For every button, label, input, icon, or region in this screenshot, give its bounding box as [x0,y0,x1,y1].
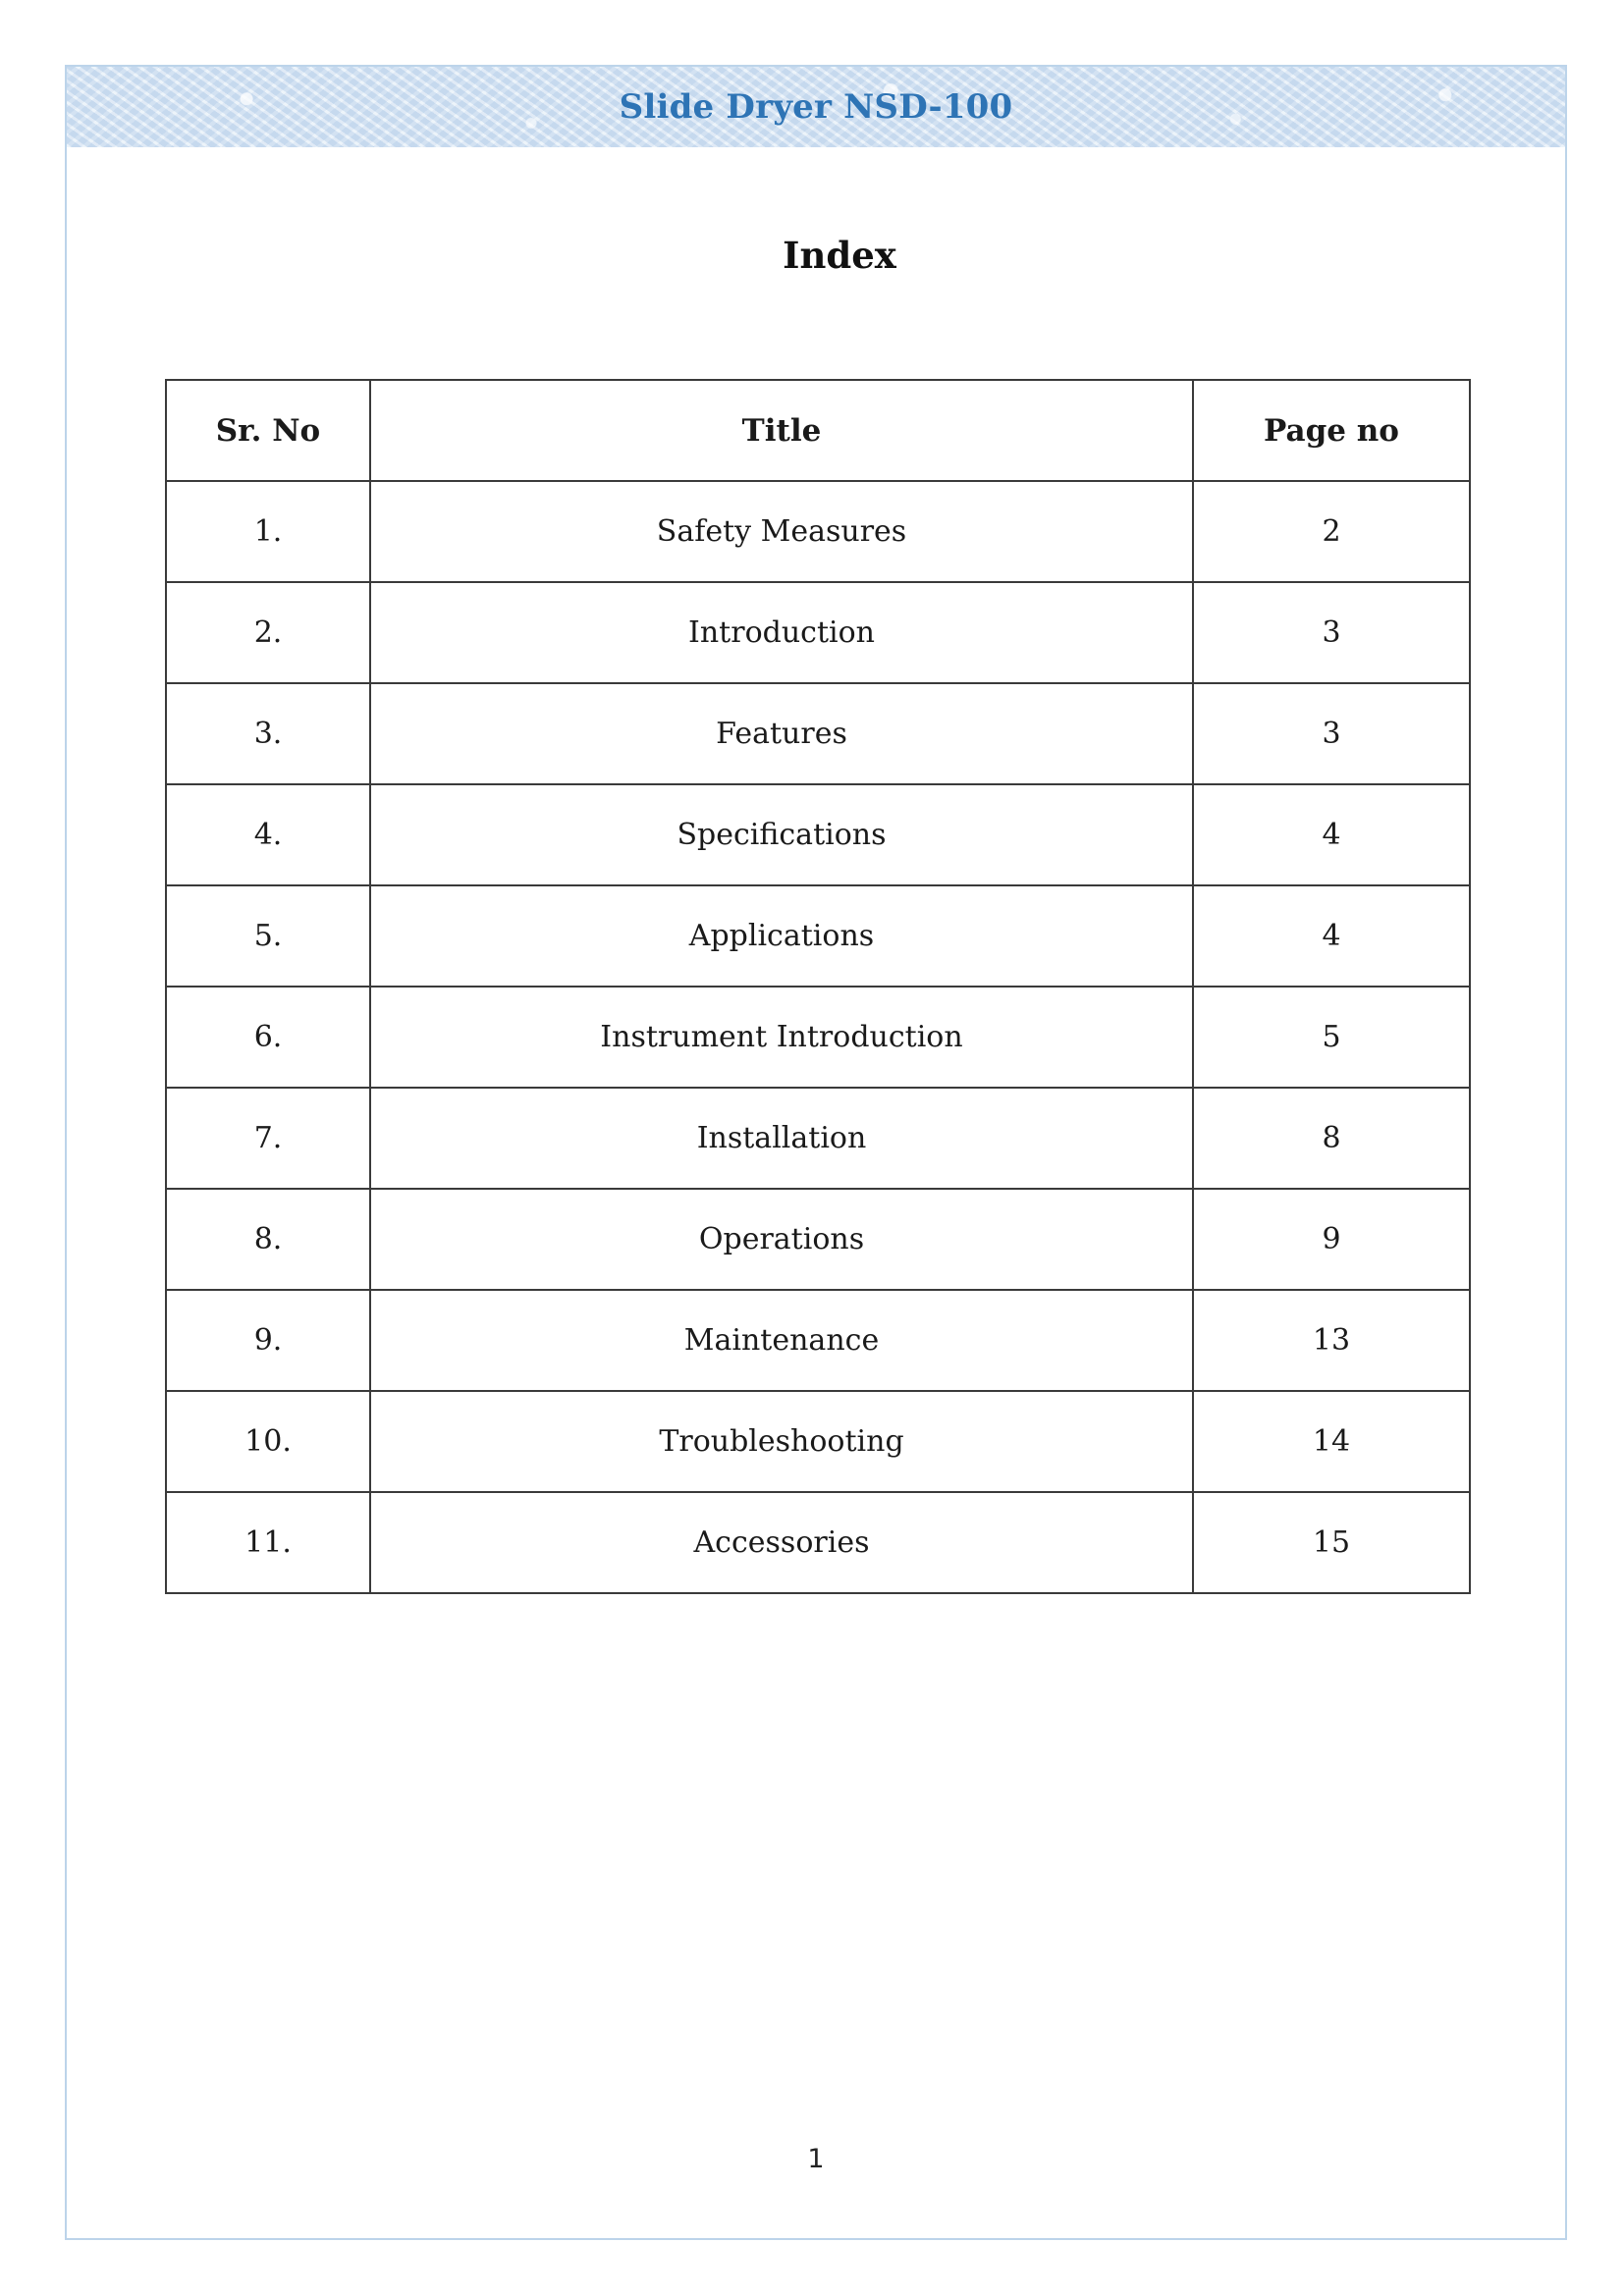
sr-no-cell: 6. [166,987,370,1088]
table-row [166,481,1470,582]
index-heading: Index [783,234,896,277]
table-row [166,1189,1470,1290]
page-no-cell: 2 [1193,481,1470,582]
sr-no-cell: 7. [166,1088,370,1189]
section-title-cell: Features [370,683,1193,784]
sr-no-cell: 3. [166,683,370,784]
section-title-cell: Maintenance [370,1290,1193,1391]
page-no-cell: 3 [1193,582,1470,683]
section-title-cell: Safety Measures [370,481,1193,582]
sr-no-cell: 8. [166,1189,370,1290]
page-no-cell: 4 [1193,784,1470,885]
column-header-page-no: Page no [1193,380,1470,481]
page-no-cell: 4 [1193,885,1470,987]
table-row [166,1391,1470,1492]
table-row [166,1290,1470,1391]
sr-no-cell: 11. [166,1492,370,1593]
page-no-cell: 8 [1193,1088,1470,1189]
table-row [166,987,1470,1088]
table-row [166,582,1470,683]
table-row [166,683,1470,784]
page-no-cell: 15 [1193,1492,1470,1593]
sr-no-cell: 1. [166,481,370,582]
section-title-cell: Accessories [370,1492,1193,1593]
column-header-sr-no: Sr. No [166,380,370,481]
sr-no-cell: 5. [166,885,370,987]
column-header-title: Title [370,380,1193,481]
section-title-cell: Introduction [370,582,1193,683]
table-row [166,1088,1470,1189]
page-no-cell: 3 [1193,683,1470,784]
page-number: 1 [807,2144,825,2174]
header-band [67,67,1565,147]
section-title-cell: Applications [370,885,1193,987]
table-header-row [166,380,1470,481]
section-title-cell: Operations [370,1189,1193,1290]
table-row [166,885,1470,987]
section-title-cell: Troubleshooting [370,1391,1193,1492]
page-no-cell: 5 [1193,987,1470,1088]
document-header-title: Slide Dryer NSD-100 [619,87,1013,127]
index-table [165,379,1471,1594]
page-no-cell: 13 [1193,1290,1470,1391]
page-no-cell: 14 [1193,1391,1470,1492]
table-row [166,784,1470,885]
section-title-cell: Installation [370,1088,1193,1189]
section-title-cell: Specifications [370,784,1193,885]
page-no-cell: 9 [1193,1189,1470,1290]
table-row [166,1492,1470,1593]
sr-no-cell: 10. [166,1391,370,1492]
index-table-body [166,481,1470,1593]
sr-no-cell: 9. [166,1290,370,1391]
section-title-cell: Instrument Introduction [370,987,1193,1088]
sr-no-cell: 2. [166,582,370,683]
sr-no-cell: 4. [166,784,370,885]
